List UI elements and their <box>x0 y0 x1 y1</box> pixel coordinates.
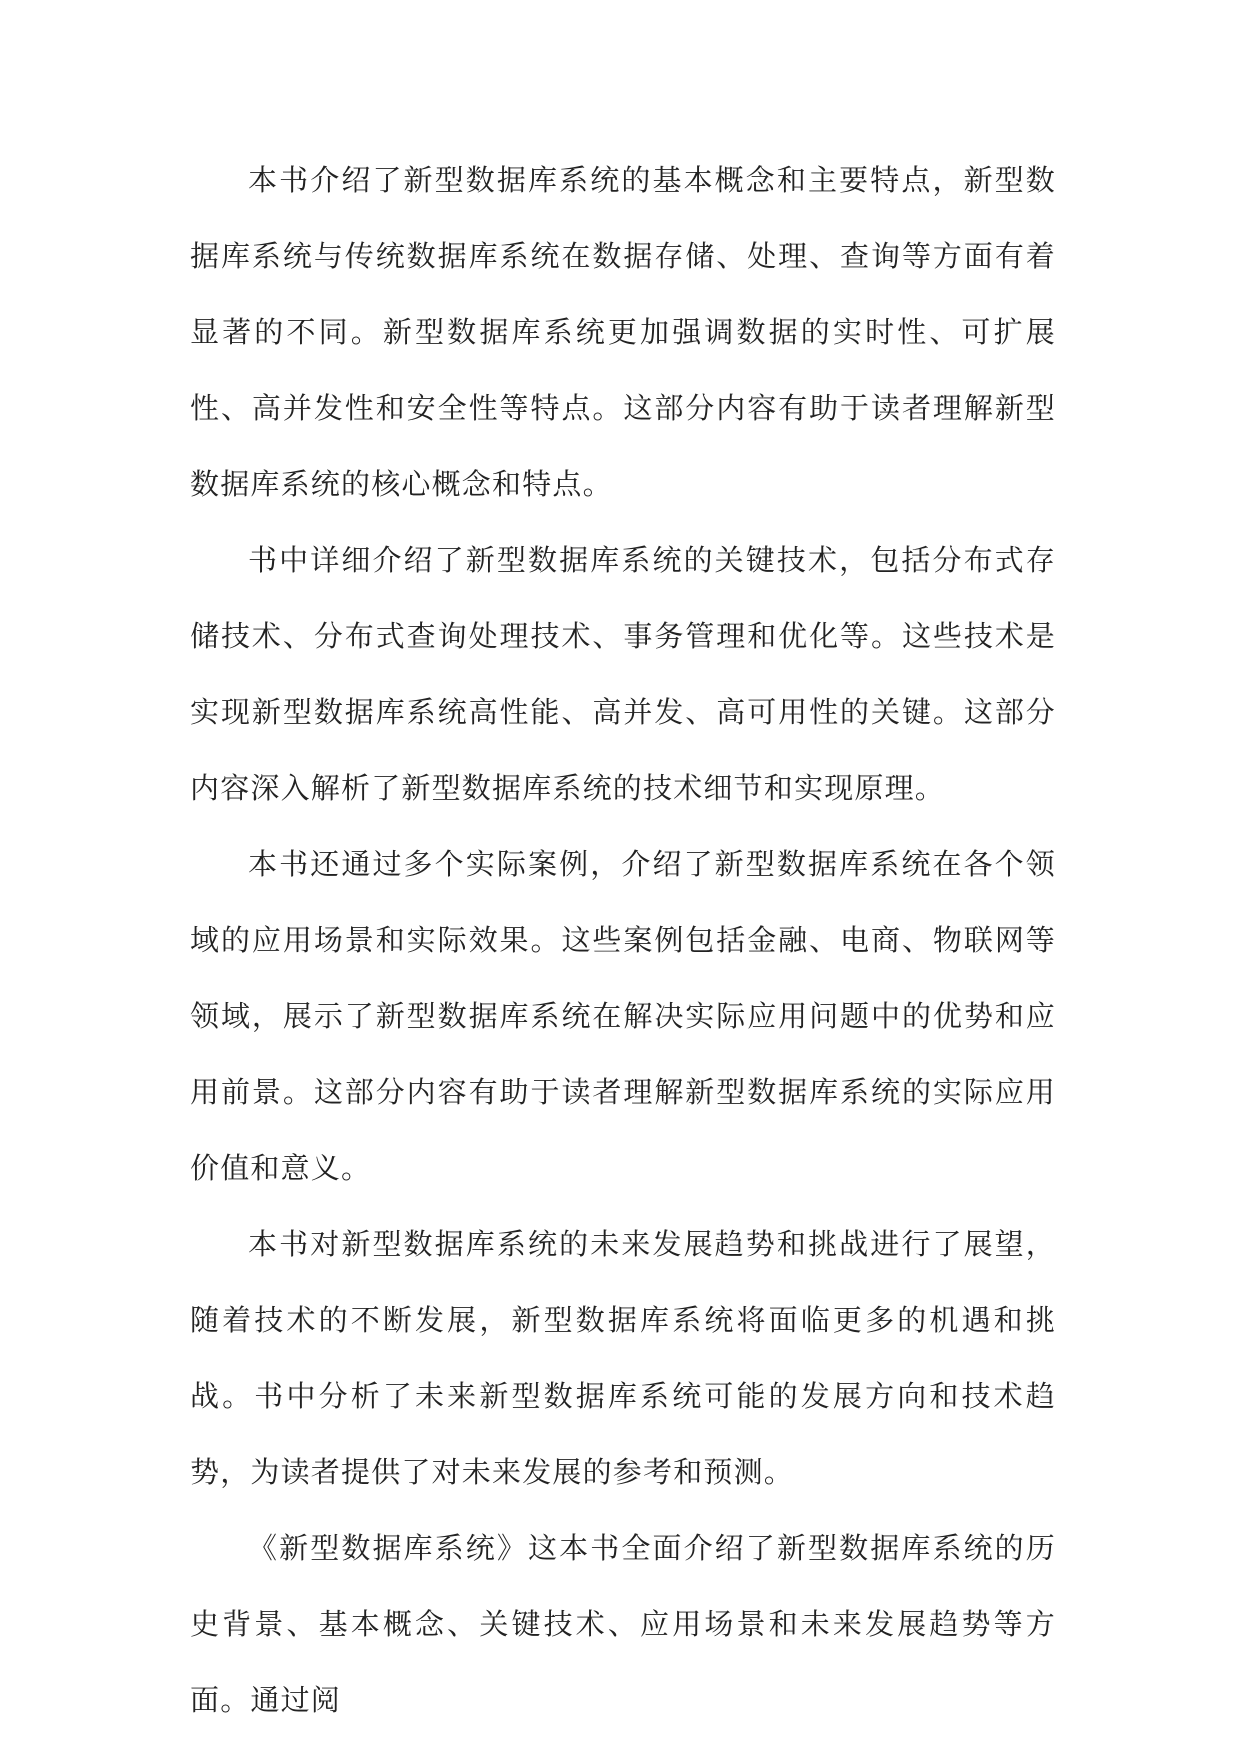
paragraph-future-trends: 本书对新型数据库系统的未来发展趋势和挑战进行了展望，随着技术的不断发展，新型数据库系统将面临更多的机遇和挑战。书中分析了未来新型数据库系统可能的发展方向和技术趋势，为读者提供了对未来发展的参考和预测。 <box>190 1227 1056 1489</box>
paragraph-case-studies: 本书还通过多个实际案例，介绍了新型数据库系统在各个领域的应用场景和实际效果。这些案例包括金融、电商、物联网等领域，展示了新型数据库系统在解决实际应用问题中的优势和应用前景。这部分内容有助于读者理解新型数据库系统的实际应用价值和意义。 <box>190 847 1056 1185</box>
paragraph-concepts: 本书介绍了新型数据库系统的基本概念和主要特点，新型数据库系统与传统数据库系统在数据存储、处理、查询等方面有着显著的不同。新型数据库系统更加强调数据的实时性、可扩展性、高并发性和安全性等特点。这部分内容有助于读者理解新型数据库系统的核心概念和特点。 <box>190 163 1056 501</box>
document-body <box>190 142 1056 1738</box>
paragraph-summary: 《新型数据库系统》这本书全面介绍了新型数据库系统的历史背景、基本概念、关键技术、应用场景和未来发展趋势等方面。通过阅 <box>190 1531 1056 1717</box>
paragraph-key-technologies: 书中详细介绍了新型数据库系统的关键技术，包括分布式存储技术、分布式查询处理技术、事务管理和优化等。这些技术是实现新型数据库系统高性能、高并发、高可用性的关键。这部分内容深入解析了新型数据库系统的技术细节和实现原理。 <box>190 543 1056 805</box>
